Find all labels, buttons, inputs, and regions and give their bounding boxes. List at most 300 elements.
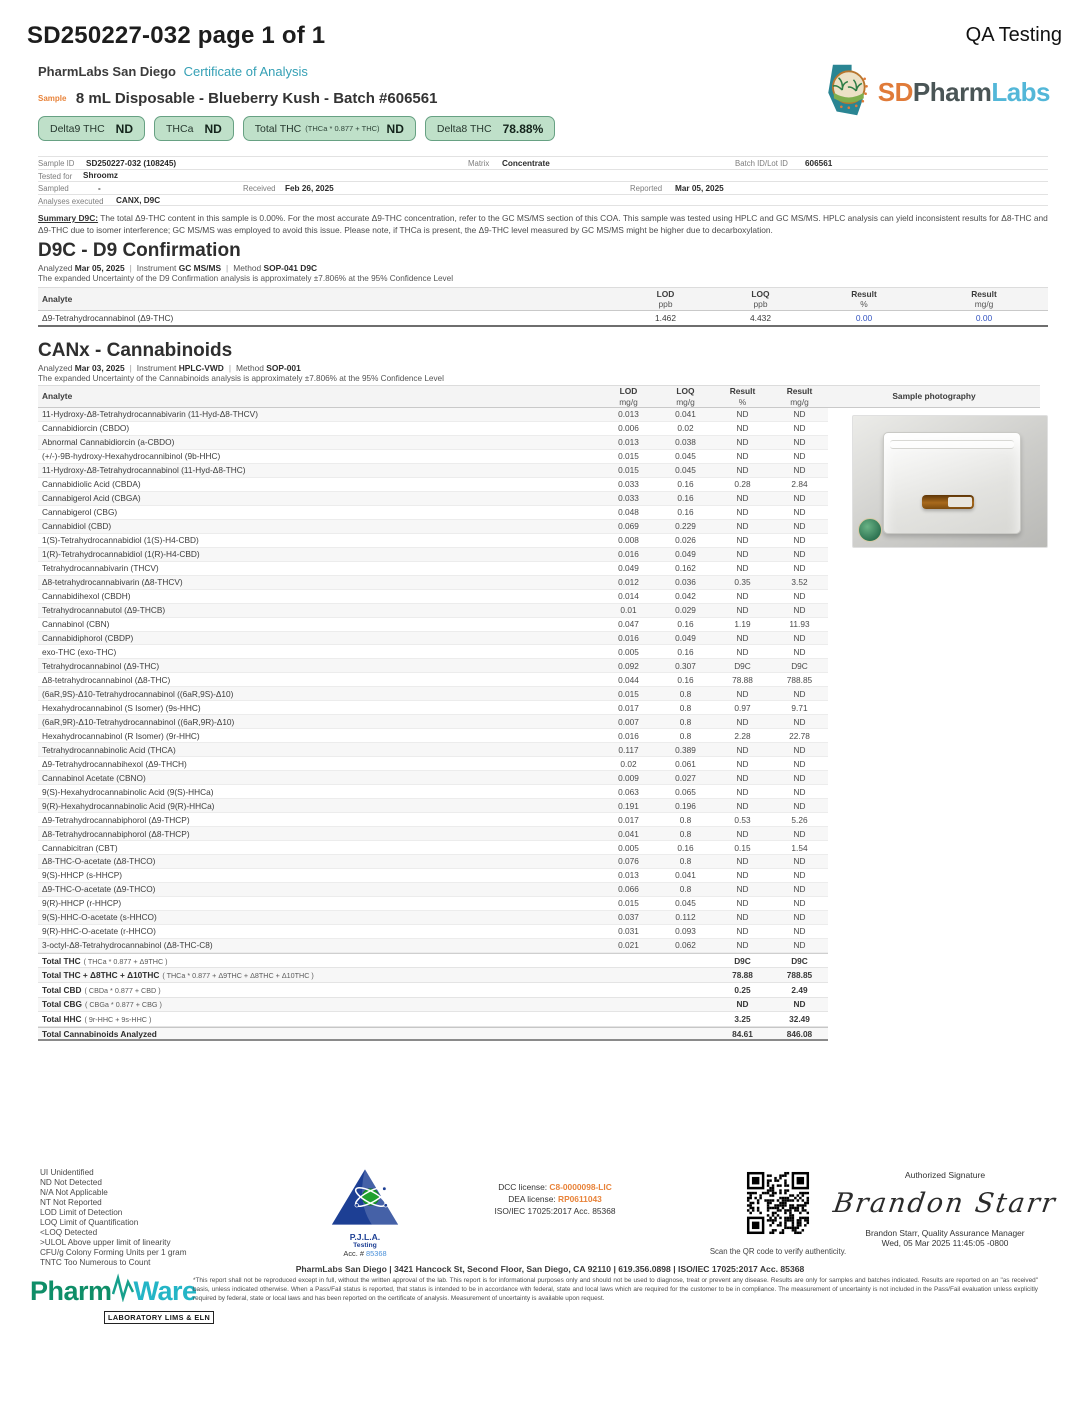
result-pct: ND <box>736 758 749 769</box>
legend-item: LOQ Limit of Quantification <box>40 1218 139 1227</box>
lab-name: PharmLabs San Diego <box>38 64 176 79</box>
table-row <box>38 450 828 464</box>
logo-pharm: Pharm <box>912 77 992 107</box>
analyte-name: 9(S)-Hexahydrocannabinolic Acid (9(S)-HHCa) <box>42 786 214 797</box>
table-row <box>38 855 828 869</box>
loq-value: 0.045 <box>675 465 696 476</box>
total-row <box>38 998 828 1013</box>
table-row <box>38 687 828 701</box>
analyte-name: Hexahydrocannabinol (S Isomer) (9s-HHC) <box>42 702 201 713</box>
legend-item: CFU/g Colony Forming Units per 1 gram <box>40 1248 187 1257</box>
badge-value: 78.88% <box>502 121 544 136</box>
result-pct: 0.25 <box>734 984 751 995</box>
table-row <box>38 562 828 576</box>
batch-value: 606561 <box>805 158 833 168</box>
pjla-acc-number: 85368 <box>366 1249 387 1258</box>
total-row <box>38 1027 828 1042</box>
result-pct: 0.35 <box>734 577 751 588</box>
result-pct: ND <box>736 632 749 643</box>
result-mg: ND <box>793 744 806 755</box>
analyte-name: 1(R)-Tetrahydrocannabidiol (1(R)-H4-CBD) <box>42 549 200 560</box>
badge-formula: (THCa * 0.877 + THC) <box>305 124 380 133</box>
total-label <box>38 956 600 966</box>
result-mg: ND <box>793 409 806 420</box>
table-row <box>38 925 828 939</box>
table-row <box>38 311 1048 327</box>
loq-value: 0.065 <box>675 786 696 797</box>
sample-info <box>38 156 1048 206</box>
loq-value: 0.307 <box>675 660 696 671</box>
analyte-name: Cannabidiolic Acid (CBDA) <box>42 479 141 490</box>
lod-value: 0.013 <box>618 870 639 881</box>
lod-value: 0.01 <box>620 605 637 616</box>
result-pct: ND <box>736 688 749 699</box>
result-pct: ND <box>736 591 749 602</box>
loq-value: 4.432 <box>750 313 771 323</box>
d9c-table-body <box>38 311 1048 327</box>
result-pct: 0.97 <box>734 702 751 713</box>
lod-value: 0.033 <box>618 479 639 490</box>
pjla-acc-label: Acc. # <box>343 1249 364 1258</box>
table-row <box>38 520 828 534</box>
analyte-name: Cannabinol (CBN) <box>42 619 110 630</box>
loq-value: 0.026 <box>675 535 696 546</box>
result-pct: D9C <box>734 660 751 671</box>
info-row <box>38 156 1048 169</box>
pharmware-wordmark <box>30 1272 214 1307</box>
d9c-table <box>38 287 1048 327</box>
table-row <box>38 492 828 506</box>
result-pct: 84.61 <box>732 1028 753 1039</box>
potency-badge <box>243 116 416 141</box>
loq-value: 0.8 <box>679 716 692 727</box>
loq-value: 0.042 <box>675 591 696 602</box>
total-row <box>38 1012 828 1027</box>
pjla-logo-icon <box>330 1213 400 1230</box>
result-mg: ND <box>793 549 806 560</box>
loq-value: 0.16 <box>677 507 694 518</box>
loq-value: 0.16 <box>677 646 694 657</box>
d9c-section-title: D9C - D9 Confirmation <box>38 240 241 261</box>
table-row <box>38 590 828 604</box>
potency-badge <box>425 116 555 141</box>
matrix-value: Concentrate <box>502 158 550 168</box>
loq-value: 0.027 <box>675 772 696 783</box>
loq-value: 0.029 <box>675 605 696 616</box>
loq-value: 0.041 <box>675 870 696 881</box>
signature-block <box>820 1170 1070 1248</box>
tested-for-value: Shroomz <box>83 171 119 181</box>
result-mg: ND <box>793 605 806 616</box>
received-value: Feb 26, 2025 <box>285 183 334 193</box>
loq-value: 0.162 <box>675 563 696 574</box>
vial-label <box>948 497 972 507</box>
pjla-accreditation <box>325 1168 405 1258</box>
analyte-name: 1(S)-Tetrahydrocannabidiol (1(S)-H4-CBD) <box>42 535 199 546</box>
total-label <box>38 999 600 1009</box>
result-pct: ND <box>736 898 749 909</box>
canx-meta: Analyzed Mar 03, 2025 | Instrument HPLC-VWD | Method SOP-001 <box>38 363 301 373</box>
abbreviation-legend <box>40 1168 187 1268</box>
table-row <box>38 827 828 841</box>
loq-value: 0.8 <box>679 814 692 825</box>
lod-value: 0.013 <box>618 409 639 420</box>
table-row <box>38 785 828 799</box>
loq-value: 0.061 <box>675 758 696 769</box>
result-pct: ND <box>736 940 749 951</box>
result-pct: ND <box>736 549 749 560</box>
lod-value: 0.049 <box>618 563 639 574</box>
method-value: SOP-041 D9C <box>263 263 318 273</box>
reported-value: Mar 05, 2025 <box>675 183 724 193</box>
result-pct: ND <box>736 870 749 881</box>
result-pct: 1.19 <box>734 619 751 630</box>
result-pct: ND <box>736 646 749 657</box>
analyte-name: (6aR,9S)-Δ10-Tetrahydrocannabinol ((6aR,9S)-Δ10) <box>42 688 234 699</box>
pjla-sub: Testing <box>353 1242 377 1249</box>
result-mg: ND <box>793 786 806 797</box>
pharmware-logo <box>30 1272 214 1325</box>
table-row <box>38 757 828 771</box>
result-mg: 2.49 <box>791 984 808 995</box>
loq-value: 0.041 <box>675 409 696 420</box>
signature-date: Wed, 05 Mar 2025 11:45:05 -0800 <box>881 1238 1009 1248</box>
total-formula: ( 9r-HHC + 9s-HHC ) <box>84 1014 152 1024</box>
badge-value: ND <box>386 121 404 136</box>
result-mg: ND <box>793 451 806 462</box>
analyte-name: Δ9-Tetrahydrocannabihexol (Δ9-THCH) <box>42 758 187 769</box>
total-name: Total THC + Δ8THC + Δ10THC <box>42 970 160 981</box>
analyte-name: Cannabicitran (CBT) <box>42 842 118 853</box>
lod-value: 0.066 <box>618 884 639 895</box>
col-result-mg: Result mg/g <box>786 386 813 407</box>
analyzed-value: Mar 03, 2025 <box>74 363 125 373</box>
badge-label: Delta9 THC <box>50 122 105 135</box>
lod-value: 0.015 <box>618 688 639 699</box>
result-mg: ND <box>793 521 806 532</box>
lod-value: 0.016 <box>618 632 639 643</box>
analyte-name: 11-Hydroxy-Δ8-Tetrahydrocannabinol (11-Hyd-Δ8-THC) <box>42 465 246 476</box>
result-mg: 22.78 <box>789 730 810 741</box>
table-row <box>38 715 828 729</box>
result-mg: 3.52 <box>791 577 808 588</box>
sample-bag <box>883 432 1021 534</box>
bag-seal <box>890 440 1014 449</box>
lod-value: 0.015 <box>618 465 639 476</box>
lod-value: 0.02 <box>620 758 637 769</box>
result-pct: 78.88 <box>732 970 753 981</box>
table-row <box>38 911 828 925</box>
result-mg: ND <box>793 800 806 811</box>
logo-labs: Labs <box>991 77 1050 107</box>
lod-value: 0.014 <box>618 591 639 602</box>
legend-item: LOD Limit of Detection <box>40 1208 123 1217</box>
result-mg: ND <box>793 898 806 909</box>
table-row <box>38 743 828 757</box>
canx-section-title: CANx - Cannabinoids <box>38 340 233 361</box>
loq-value: 0.049 <box>675 549 696 560</box>
pjla-acc <box>325 1249 405 1258</box>
result-mg: ND <box>793 940 806 951</box>
table-row <box>38 478 828 492</box>
badge-value: ND <box>115 121 134 136</box>
lab-badge-icon <box>818 62 874 123</box>
sample-id-label: Sample ID <box>38 159 75 168</box>
result-pct: ND <box>736 999 749 1010</box>
result-mg: ND <box>793 870 806 881</box>
pharmware-brand1: Pharm <box>30 1276 112 1306</box>
method-label: Method <box>236 363 264 373</box>
col-loq: LOQ mg/g <box>676 386 695 407</box>
summary-paragraph <box>38 212 1048 236</box>
logo-sd: SD <box>877 77 913 107</box>
table-row <box>38 576 828 590</box>
result-pct: ND <box>736 716 749 727</box>
total-row <box>38 983 828 998</box>
lod-value: 0.017 <box>618 814 639 825</box>
result-pct: ND <box>736 786 749 797</box>
lod-value: 0.021 <box>618 940 639 951</box>
result-mg: 9.71 <box>791 702 808 713</box>
table-row <box>38 548 828 562</box>
result-mg: ND <box>793 772 806 783</box>
sample-line <box>38 90 437 108</box>
analyte-name: Cannabinol Acetate (CBNO) <box>42 772 146 783</box>
result-mg: ND <box>793 758 806 769</box>
signatory-name: Brandon Starr, Quality Assurance Manager <box>865 1228 1025 1238</box>
col-loq: LOQ ppb <box>751 288 770 309</box>
lod-value: 0.069 <box>618 521 639 532</box>
table-row <box>38 422 828 436</box>
loq-value: 0.389 <box>675 744 696 755</box>
result-mg: ND <box>793 716 806 727</box>
tested-for-label: Tested for <box>38 171 73 181</box>
analyte-name: Δ9-Tetrahydrocannabinol (Δ9-THC) <box>42 313 174 323</box>
lod-value: 0.031 <box>618 926 639 937</box>
loq-value: 0.02 <box>677 423 694 434</box>
info-row <box>38 181 1048 194</box>
sampled-value: - <box>98 183 101 193</box>
legend-item: N/A Not Applicable <box>40 1188 108 1197</box>
analyte-name: Cannabigerol (CBG) <box>42 507 118 518</box>
result-mg: 5.26 <box>791 814 808 825</box>
loq-value: 0.112 <box>675 912 696 923</box>
report-disclaimer: *This report shall not be reproduced except in full, without the written approval of the lab. This report is for informational purposes only and should not be used to diagnose, treat or prevent any disease. Results are only for samples and batches indicated. Results are reported on an "as received" basis, unless indicated otherwise. When a Pass/Fail status is reported, that status is intended to be in accordance with federal, state and local laws which are required for the customer to be in compliance. The measurement of uncertainty is not included in the Pass/Fail evaluation unless explicitly required by federal, state or local laws and has been reported on the certificate of analysis. Measurement of uncertainty is available upon request. <box>193 1277 1038 1302</box>
analyses-label: Analyses executed <box>38 196 104 206</box>
total-formula: ( THCa * 0.877 + Δ9THC + Δ8THC + Δ10THC ) <box>162 971 314 981</box>
table-row <box>38 618 828 632</box>
total-label <box>38 985 600 995</box>
summary-label: Summary D9C: <box>38 213 99 223</box>
table-row <box>38 673 828 687</box>
analyte-name: Δ8-Tetrahydrocannabiphorol (Δ8-THCP) <box>42 828 190 839</box>
info-row <box>38 194 1048 207</box>
result-mg: 0.00 <box>975 313 993 323</box>
lod-value: 0.076 <box>618 856 639 867</box>
d9c-table-header <box>38 287 1048 311</box>
result-mg: 788.85 <box>786 970 813 981</box>
table-row <box>38 534 828 548</box>
legend-item: >ULOL Above upper limit of linearity <box>40 1238 171 1247</box>
result-mg: ND <box>793 632 806 643</box>
loq-value: 0.196 <box>675 800 696 811</box>
canx-totals <box>38 953 828 1042</box>
analyte-name: 9(R)-Hexahydrocannabinolic Acid (9(R)-HHCa) <box>42 800 215 811</box>
table-row <box>38 436 828 450</box>
total-name: Total THC <box>42 955 81 966</box>
analyte-name: (6aR,9R)-Δ10-Tetrahydrocannabinol ((6aR,9R)-Δ10) <box>42 716 235 727</box>
result-mg: ND <box>793 688 806 699</box>
legend-item: NT Not Reported <box>40 1198 102 1207</box>
table-row <box>38 506 828 520</box>
col-lod: LOD ppb <box>656 288 675 309</box>
table-row <box>38 729 828 743</box>
lod-value: 0.005 <box>618 646 639 657</box>
potency-badge <box>38 116 145 141</box>
analyte-name: 11-Hydroxy-Δ8-Tetrahydrocannabivarin (11-Hyd-Δ8-THCV) <box>42 409 258 420</box>
pharmware-tagline: LABORATORY LIMS & ELN <box>104 1311 214 1324</box>
col-sample-photography: Sample photography <box>892 391 976 402</box>
analyte-name: Abnormal Cannabidiorcin (a-CBDO) <box>42 437 175 448</box>
method-value: SOP-001 <box>266 363 301 373</box>
analyte-name: Cannabidiorcin (CBDO) <box>42 423 130 434</box>
total-label <box>38 1029 600 1039</box>
result-mg: ND <box>793 591 806 602</box>
loq-value: 0.16 <box>677 619 694 630</box>
analyte-name: Δ8-THC-O-acetate (Δ8-THCO) <box>42 856 156 867</box>
lod-value: 0.006 <box>618 423 639 434</box>
legend-item: ND Not Detected <box>40 1178 102 1187</box>
lod-value: 0.008 <box>618 535 639 546</box>
analyses-value: CANX, D9C <box>116 196 161 206</box>
qr-caption: Scan the QR code to verify authenticity. <box>709 1247 847 1256</box>
lod-value: 0.048 <box>618 507 639 518</box>
analyte-name: Tetrahydrocannabinol (Δ9-THC) <box>42 660 160 671</box>
analyte-name: Δ8-tetrahydrocannabinol (Δ8-THC) <box>42 674 171 685</box>
loq-value: 0.16 <box>677 674 694 685</box>
analyte-name: exo-THC (exo-THC) <box>42 646 117 657</box>
summary-badges <box>38 116 555 141</box>
d9c-meta: Analyzed Mar 05, 2025 | Instrument GC MS/MS | Method SOP-041 D9C <box>38 263 318 273</box>
dea-license <box>470 1193 640 1205</box>
result-mg: 788.85 <box>786 674 813 685</box>
table-row <box>38 464 828 478</box>
result-mg: ND <box>793 465 806 476</box>
table-row <box>38 771 828 785</box>
total-formula: ( CBGa * 0.877 + CBG ) <box>84 1000 162 1010</box>
lod-value: 0.005 <box>618 842 639 853</box>
loq-value: 0.8 <box>679 688 692 699</box>
result-mg: ND <box>793 437 806 448</box>
total-row <box>38 954 828 969</box>
method-label: Method <box>233 263 262 273</box>
lod-value: 0.007 <box>618 716 639 727</box>
pharmware-brand2: Ware <box>133 1276 197 1306</box>
instrument-label: Instrument <box>136 363 177 373</box>
result-mg: D9C <box>791 955 808 966</box>
signature-heading: Authorized Signature <box>904 1170 986 1180</box>
sdpharmlabs-logo <box>818 62 1050 123</box>
lod-value: 0.117 <box>618 744 639 755</box>
loq-value: 0.036 <box>675 577 696 588</box>
table-row <box>38 408 828 422</box>
total-formula: ( CBDa * 0.877 + CBD ) <box>84 985 161 995</box>
result-mg: ND <box>793 493 806 504</box>
loq-value: 0.045 <box>675 451 696 462</box>
table-row <box>38 659 828 673</box>
analyzed-label: Analyzed <box>38 263 73 273</box>
potency-badge <box>154 116 234 141</box>
result-pct: 3.25 <box>734 1013 751 1024</box>
lod-value: 0.092 <box>618 660 639 671</box>
loq-value: 0.8 <box>679 828 692 839</box>
result-mg: 1.54 <box>791 842 808 853</box>
sample-id-value: SD250227-032 (108245) <box>86 158 177 168</box>
lod-value: 0.012 <box>618 577 639 588</box>
table-row <box>38 701 828 715</box>
loq-value: 0.8 <box>679 884 692 895</box>
analyte-name: Δ8-tetrahydrocannabivarin (Δ8-THCV) <box>42 577 183 588</box>
result-pct: ND <box>736 409 749 420</box>
pjla-name: P.J.L.A. <box>349 1232 381 1242</box>
result-pct: ND <box>736 465 749 476</box>
badge-value: ND <box>204 121 222 136</box>
result-mg: 11.93 <box>789 619 810 630</box>
result-pct: ND <box>736 828 749 839</box>
total-row <box>38 968 828 983</box>
table-row <box>38 632 828 646</box>
reported-label: Reported <box>630 184 663 194</box>
table-row <box>38 939 828 953</box>
analyte-name: Cannabigerol Acid (CBGA) <box>42 493 141 504</box>
signature-script: Brandon Starr <box>831 1188 1059 1219</box>
total-name: Total CBG <box>42 999 82 1010</box>
sample-name: 8 mL Disposable - Blueberry Kush - Batch #606561 <box>75 90 438 107</box>
legend-item: UI Unidentified <box>40 1168 94 1177</box>
canx-table-body <box>38 408 828 953</box>
result-pct: ND <box>736 926 749 937</box>
lod-value: 0.016 <box>618 730 639 741</box>
result-pct: 0.00 <box>855 313 873 323</box>
result-pct: ND <box>736 437 749 448</box>
photo-watermark-icon <box>858 518 882 542</box>
analyte-name: 9(R)-HHCP (r-HHCP) <box>42 898 122 909</box>
result-mg: ND <box>793 884 806 895</box>
license-block <box>470 1181 640 1218</box>
analyzed-label: Analyzed <box>38 363 73 373</box>
dea-label: DEA license: <box>508 1194 556 1205</box>
result-mg: 32.49 <box>789 1013 810 1024</box>
result-pct: 0.15 <box>734 842 751 853</box>
lod-value: 0.191 <box>618 800 639 811</box>
dcc-label: DCC license: <box>498 1182 548 1192</box>
col-analyte: Analyte <box>42 293 73 304</box>
analyte-name: Δ9-THC-O-acetate (Δ9-THCO) <box>42 884 156 895</box>
result-mg: ND <box>793 646 806 657</box>
result-pct: 2.28 <box>734 730 751 741</box>
instrument-value: HPLC-VWD <box>178 363 224 373</box>
result-pct: ND <box>736 493 749 504</box>
matrix-label: Matrix <box>468 159 490 168</box>
loq-value: 0.16 <box>677 842 694 853</box>
lod-value: 0.009 <box>618 772 639 783</box>
lod-value: 0.015 <box>618 898 639 909</box>
sample-vial <box>922 495 974 509</box>
lab-address: PharmLabs San Diego | 3421 Hancock St, Second Floor, San Diego, CA 92110 | 619.356.0898 | ISO/IEC 17025:2017 Acc. 85368 <box>295 1264 805 1274</box>
analyte-name: Tetrahydrocannabutol (Δ9-THCB) <box>42 605 166 616</box>
result-pct: ND <box>736 521 749 532</box>
result-mg: D9C <box>791 660 808 671</box>
